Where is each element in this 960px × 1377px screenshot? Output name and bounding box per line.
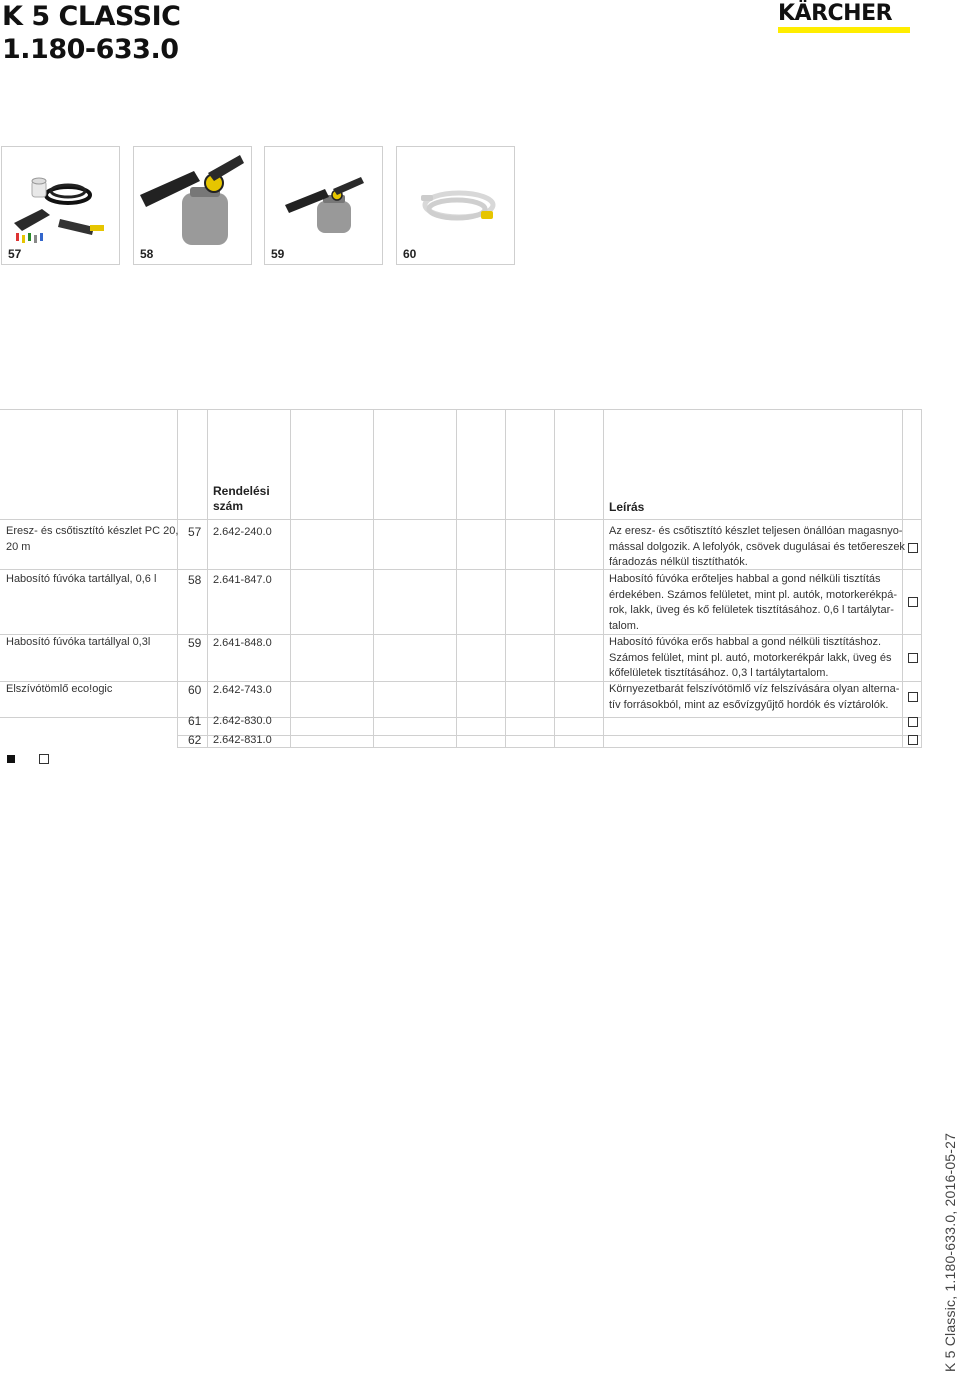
legend-filled-square-icon <box>7 755 15 763</box>
col-divider <box>373 409 374 748</box>
brand-logo <box>778 2 910 33</box>
checkbox[interactable] <box>908 543 918 553</box>
checkbox[interactable] <box>908 653 918 663</box>
thumbnail-suction-hose[interactable] <box>396 146 515 265</box>
row-divider <box>0 519 922 520</box>
item-number: 62 <box>188 733 202 747</box>
legend-empty-square-icon <box>39 754 49 764</box>
product-description: Habosító fúvóka erős habbal a gond nélküli tisztításhoz. Számos felület, mint pl. autó, motorkerékpár lakk, üveg és kőfelületek tisztításához. 0,3 l tartálytartalom. <box>609 636 892 679</box>
checkbox[interactable] <box>908 692 918 702</box>
order-number: 2.642-831.0 <box>213 734 272 746</box>
col-divider <box>921 409 922 748</box>
gutter-kit-image <box>2 147 119 247</box>
item-number: 60 <box>188 683 202 697</box>
row-divider <box>0 717 922 718</box>
order-number-header: Rendelési szám <box>213 484 270 513</box>
checkbox[interactable] <box>908 735 918 745</box>
thumbnail-number: 57 <box>8 247 22 261</box>
item-number: 57 <box>188 525 202 539</box>
checkbox[interactable] <box>908 717 918 727</box>
thumbnail-number: 59 <box>271 247 285 261</box>
item-number: 59 <box>188 636 202 650</box>
product-name: Elszívótömlő eco!ogic <box>6 683 113 695</box>
part-number: 1.180-633.0 <box>2 34 179 65</box>
table-bottom-rule <box>177 747 922 748</box>
order-number: 2.641-848.0 <box>213 637 272 649</box>
col-divider <box>505 409 506 748</box>
document-footer: K 5 Classic, 1.180-633.0, 2016-05-27 <box>942 1132 958 1372</box>
thumbnail-number: 60 <box>403 247 417 261</box>
model-name: K 5 CLASSIC <box>2 1 181 32</box>
order-number: 2.642-830.0 <box>213 715 272 727</box>
thumbnail-gutter-kit[interactable] <box>1 146 120 265</box>
thumbnail-foam-nozzle-small[interactable] <box>264 146 383 265</box>
row-divider <box>177 735 922 736</box>
brand-accent-bar <box>778 27 910 33</box>
col-divider <box>177 409 178 748</box>
brand-logo-text: KÄRCHER <box>778 1 893 26</box>
table-top-rule <box>0 409 922 410</box>
suction-hose-image <box>397 147 514 247</box>
order-number: 2.642-743.0 <box>213 684 272 696</box>
page-title <box>2 0 180 66</box>
product-description: Az eresz- és csőtisztító készlet teljesen önállóan magasnyo- mással dolgozik. A lefolyók, csövek dugulásai és tetőereszek fáradozás nélkül tisztíthatók. <box>609 525 905 568</box>
thumbnail-foam-nozzle-large[interactable] <box>133 146 252 265</box>
col-divider <box>290 409 291 748</box>
foam-nozzle-large-image <box>134 147 251 247</box>
col-divider <box>207 409 208 748</box>
order-number: 2.641-847.0 <box>213 574 272 586</box>
foam-nozzle-small-image <box>265 147 382 247</box>
product-name: Eresz- és csőtisztító készlet PC 20, 20 m <box>6 525 179 553</box>
col-divider <box>456 409 457 748</box>
product-name: Habosító fúvóka tartállyal 0,3l <box>6 636 151 648</box>
order-number: 2.642-240.0 <box>213 526 272 538</box>
item-number: 61 <box>188 714 202 728</box>
description-header: Leírás <box>609 500 645 514</box>
col-divider <box>554 409 555 748</box>
product-name: Habosító fúvóka tartállyal, 0,6 l <box>6 573 157 585</box>
checkbox[interactable] <box>908 597 918 607</box>
product-description: Habosító fúvóka erőteljes habbal a gond nélküli tisztítás érdekében. Számos felületet, mint pl. autók, motorkerékpá- rok, lakk, üveg és kő felületek tisztításához. 0,6 l tartálytar- talom. <box>609 573 897 632</box>
col-divider <box>603 409 604 748</box>
item-number: 58 <box>188 573 202 587</box>
thumbnail-number: 58 <box>140 247 154 261</box>
product-description: Környezetbarát felszívótömlő víz felszívására olyan alterna- tív forrásokból, mint az esővízgyűjtő hordók és víztárolók. <box>609 683 900 711</box>
